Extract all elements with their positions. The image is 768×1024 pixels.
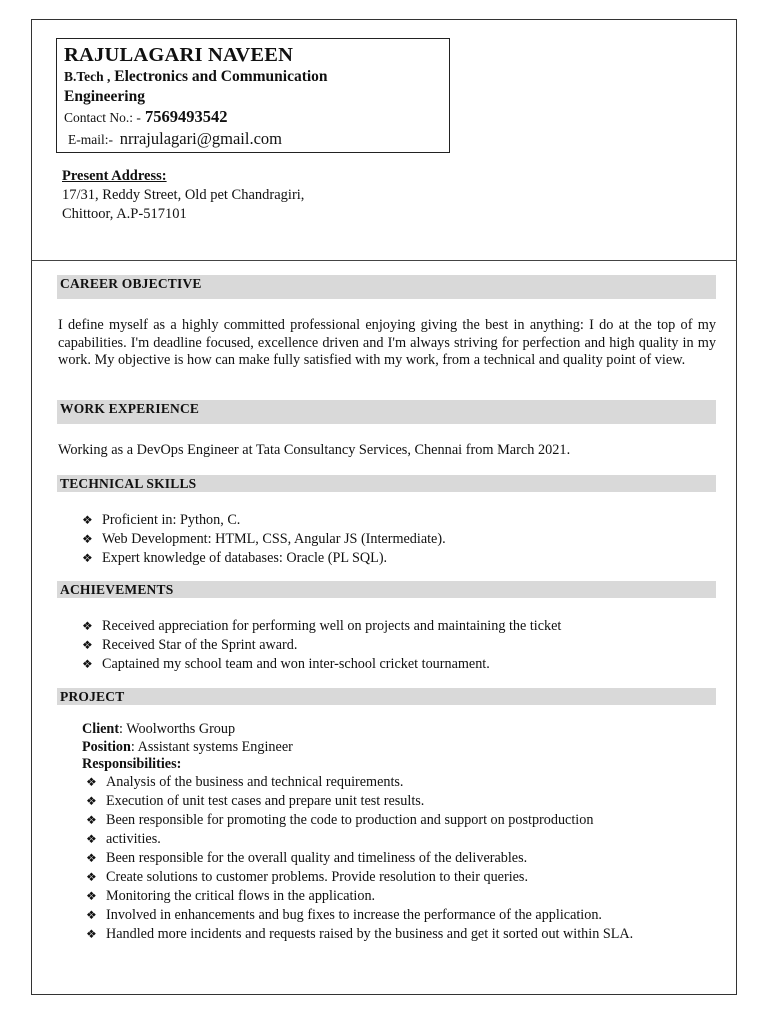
project-position: Position: Assistant systems Engineer bbox=[82, 738, 293, 755]
diamond-bullet-icon: ❖ bbox=[82, 657, 93, 671]
diamond-bullet-icon: ❖ bbox=[82, 638, 93, 652]
section-career-objective: CAREER OBJECTIVE bbox=[57, 275, 716, 299]
diamond-bullet-icon: ❖ bbox=[82, 551, 93, 565]
diamond-bullet-icon: ❖ bbox=[86, 927, 97, 941]
diamond-bullet-icon: ❖ bbox=[86, 832, 97, 846]
present-address bbox=[62, 167, 304, 224]
contact-value: 7569493542 bbox=[140, 107, 228, 126]
contact-row bbox=[64, 107, 449, 128]
candidate-name: RAJULAGARI NAVEEN bbox=[64, 44, 294, 66]
degree-prefix: B.Tech , bbox=[64, 69, 111, 84]
project-responsibilities-label: Responsibilities: bbox=[82, 756, 182, 772]
list-item: ❖ Received appreciation for performing well on projects and maintaining the ticket bbox=[82, 618, 562, 634]
achievements-list bbox=[82, 617, 561, 674]
diamond-bullet-icon: ❖ bbox=[82, 513, 93, 527]
work-experience-text: Working as a DevOps Engineer at Tata Consultancy Services, Chennai from March 2021. bbox=[58, 442, 571, 458]
list-item: ❖ activities. bbox=[86, 831, 161, 847]
list-item: ❖ Involved in enhancements and bug fixes to increase the performance of the application. bbox=[86, 907, 602, 923]
diamond-bullet-icon: ❖ bbox=[86, 889, 97, 903]
list-item: ❖ Monitoring the critical flows in the application. bbox=[86, 888, 376, 904]
technical-skills-list bbox=[82, 511, 446, 568]
career-objective-text: I define myself as a highly committed professional enjoying giving the best in anything: I do at the top of my capabilities. I'm deadline focused, excellence driven and I'm always striving for perfection and high quality in my work. My objective is how can make fully satisfied with my work, from a technical and quality point of view. bbox=[58, 317, 716, 369]
contact-label: Contact No.: - bbox=[64, 110, 141, 125]
list-item: ❖ Captained my school team and won inter-school cricket tournament. bbox=[82, 656, 490, 672]
diamond-bullet-icon: ❖ bbox=[82, 532, 93, 546]
list-item: ❖ Handled more incidents and requests raised by the business and get it sorted out within SLA. bbox=[86, 926, 634, 942]
email-label: E-mail:- bbox=[68, 132, 113, 147]
list-item: ❖ Create solutions to customer problems. Provide resolution to their queries. bbox=[86, 869, 529, 885]
section-project: PROJECT bbox=[57, 688, 716, 705]
list-item: ❖ Execution of unit test cases and prepare unit test results. bbox=[86, 793, 425, 809]
project-details bbox=[82, 721, 293, 774]
name-box bbox=[56, 38, 450, 153]
email-value: nrrajulagari@gmail.com bbox=[119, 129, 282, 148]
section-achievements: ACHIEVEMENTS bbox=[57, 581, 716, 598]
list-item: ❖ Web Development: HTML, CSS, Angular JS (Intermediate). bbox=[82, 531, 446, 547]
project-client: Client: Woolworths Group bbox=[82, 721, 236, 737]
list-item: ❖ Been responsible for promoting the code to production and support on postproduction bbox=[86, 812, 594, 828]
address-line2: Chittoor, A.P-517101 bbox=[62, 206, 187, 222]
address-title: Present Address: bbox=[62, 168, 167, 184]
diamond-bullet-icon: ❖ bbox=[86, 851, 97, 865]
list-item: ❖ Expert knowledge of databases: Oracle (PL SQL). bbox=[82, 550, 388, 566]
list-item: ❖ Analysis of the business and technical requirements. bbox=[86, 774, 404, 790]
diamond-bullet-icon: ❖ bbox=[86, 794, 97, 808]
list-item: ❖ Received Star of the Sprint award. bbox=[82, 637, 298, 653]
degree-line1: Electronics and Communication bbox=[110, 68, 328, 85]
diamond-bullet-icon: ❖ bbox=[86, 870, 97, 884]
header-divider bbox=[31, 260, 737, 261]
address-line1: 17/31, Reddy Street, Old pet Chandragiri, bbox=[62, 187, 305, 203]
responsibilities-list bbox=[86, 773, 633, 944]
list-item: ❖ Been responsible for the overall quality and timeliness of the deliverables. bbox=[86, 850, 528, 866]
degree bbox=[64, 67, 449, 87]
degree-line2: Engineering bbox=[64, 88, 145, 105]
diamond-bullet-icon: ❖ bbox=[86, 908, 97, 922]
section-technical-skills: TECHNICAL SKILLS bbox=[57, 475, 716, 492]
diamond-bullet-icon: ❖ bbox=[86, 775, 97, 789]
email-row bbox=[64, 128, 449, 151]
list-item: ❖ Proficient in: Python, C. bbox=[82, 512, 241, 528]
section-work-experience: WORK EXPERIENCE bbox=[57, 400, 716, 424]
diamond-bullet-icon: ❖ bbox=[82, 619, 93, 633]
diamond-bullet-icon: ❖ bbox=[86, 813, 97, 827]
